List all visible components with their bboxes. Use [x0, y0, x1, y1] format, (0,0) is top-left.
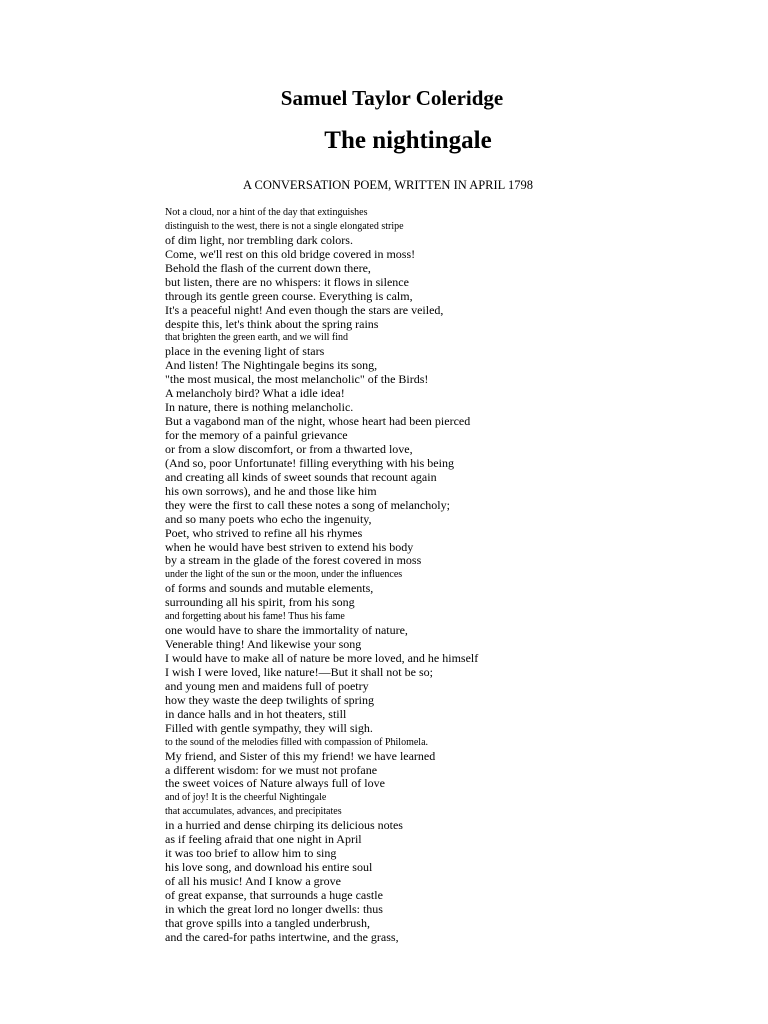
poem-line: by a stream in the glade of the forest covered in moss — [165, 553, 422, 568]
poem-line: or from a slow discomfort, or from a thwarted love, — [165, 441, 413, 456]
poem-line: one would have to share the immortality of nature, — [165, 623, 408, 638]
poem-line: it was too brief to allow him to sing — [165, 846, 337, 861]
poem-line: distinguish to the west, there is not a single elongated stripe — [165, 220, 404, 232]
poem-line: in dance halls and in hot theaters, still — [165, 706, 347, 721]
poem-line: Come, we'll rest on this old bridge covered in moss! — [165, 246, 416, 261]
poem-line: and so many poets who echo the ingenuity, — [165, 511, 372, 526]
poem-line: of dim light, nor trembling dark colors. — [165, 232, 353, 247]
poem-line: a different wisdom: for we must not profane — [165, 762, 378, 777]
author-heading: Samuel Taylor Coleridge — [280, 86, 504, 110]
poem-line: But a vagabond man of the night, whose heart had been pierced — [165, 414, 471, 429]
poem-line: and young men and maidens full of poetry — [165, 678, 369, 693]
poem-line: when he would have best striven to extend his body — [165, 539, 414, 554]
poem-line: under the light of the sun or the moon, under the influences — [165, 569, 403, 581]
poem-line: but listen, there are no whispers: it flows in silence — [165, 274, 409, 289]
poem-line: Poet, who strived to refine all his rhymes — [165, 525, 363, 540]
poem-line: as if feeling afraid that one night in April — [165, 832, 362, 847]
poem-line: A melancholy bird? What a idle idea! — [165, 386, 345, 401]
poem-line: Filled with gentle sympathy, they will sigh. — [165, 720, 373, 735]
poem-line: despite this, let's think about the spring rains — [165, 316, 379, 331]
poem-line: and the cared-for paths intertwine, and the grass, — [165, 929, 399, 944]
poem-line: surrounding all his spirit, from his song — [165, 595, 355, 610]
poem-subtitle: A CONVERSATION POEM, WRITTEN IN APRIL 1798 — [243, 178, 533, 192]
poem-line: his love song, and download his entire soul — [165, 860, 373, 875]
poem-line: of great expanse, that surrounds a huge castle — [165, 887, 383, 902]
poem-line: and forgetting about his fame! Thus his fame — [165, 611, 345, 623]
poem-line: to the sound of the melodies filled with compassion of Philomela. — [165, 736, 429, 748]
poem-line: And listen! The Nightingale begins its song, — [165, 358, 378, 373]
poem-line: "the most musical, the most melancholic" of the Birds! — [165, 372, 429, 387]
poem-line: through its gentle green course. Everything is calm, — [165, 288, 413, 303]
poem-line: for the memory of a painful grievance — [165, 428, 348, 442]
poem-line: Not a cloud, nor a hint of the day that extinguishes — [165, 207, 368, 218]
poem-line: Behold the flash of the current down there, — [165, 260, 371, 275]
poem-line: that accumulates, advances, and precipitates — [165, 806, 342, 818]
poem-line: It's a peaceful night! And even though the stars are veiled, — [165, 302, 444, 317]
poem-line: (And so, poor Unfortunate! filling everything with his being — [165, 455, 454, 470]
poem-line: in a hurried and dense chirping its delicious notes — [165, 818, 403, 833]
poem-line: in which the great lord no longer dwells: thus — [165, 901, 383, 916]
poem-body — [165, 206, 745, 945]
poem-title: The nightingale — [324, 127, 492, 154]
poem-line: his own sorrows), and he and those like him — [165, 483, 377, 498]
poem-line: In nature, there is nothing melancholic. — [165, 400, 354, 415]
poem-line: Venerable thing! And likewise your song — [165, 637, 362, 652]
poem-line: I would have to make all of nature be more loved, and he himself — [165, 651, 479, 665]
poem-line: that grove spills into a tangled underbrush, — [165, 915, 370, 930]
poem-line: of forms and sounds and mutable elements, — [165, 581, 374, 596]
poem-line: and of joy! It is the cheerful Nightingale — [165, 792, 327, 804]
poem-line: place in the evening light of stars — [165, 344, 325, 359]
poem-line: how they waste the deep twilights of spring — [165, 692, 374, 707]
poem-line: and creating all kinds of sweet sounds that recount again — [165, 469, 437, 484]
poem-line: that brighten the green earth, and we will find — [165, 332, 348, 344]
poem-line: of all his music! And I know a grove — [165, 874, 341, 888]
poem-line: the sweet voices of Nature always full of love — [165, 776, 385, 791]
poem-line: I wish I were loved, like nature!—But it shall not be so; — [165, 664, 433, 679]
poem-line: My friend, and Sister of this my friend! we have learned — [165, 748, 436, 763]
poem-line: they were the first to call these notes a song of melancholy; — [165, 497, 450, 512]
